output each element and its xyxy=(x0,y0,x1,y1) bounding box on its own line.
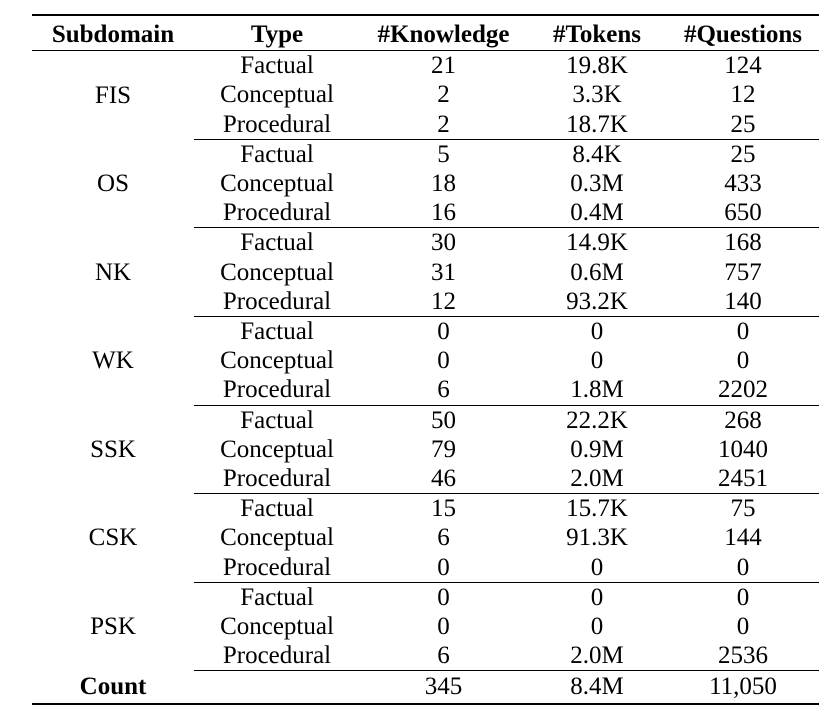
table-row xyxy=(32,405,819,435)
knowledge-cell: 0 xyxy=(437,318,450,346)
table-header xyxy=(32,15,819,51)
header-subdomain: Subdomain xyxy=(32,15,194,51)
tokens-cell: 18.7K xyxy=(527,110,667,140)
tokens-cell: 14.9K xyxy=(566,229,628,257)
tokens-cell: 0.4M xyxy=(527,198,667,228)
type-cell: Conceptual xyxy=(220,435,334,463)
knowledge-cell: 79 xyxy=(431,435,456,463)
type-cell: Procedural xyxy=(194,110,360,140)
count-questions-cell: 11,050 xyxy=(667,671,819,704)
tokens-cell: 91.3K xyxy=(566,524,628,552)
knowledge-cell: 12 xyxy=(360,287,527,317)
type-cell: Factual xyxy=(240,495,314,523)
questions-cell: 0 xyxy=(736,318,750,346)
knowledge-cell: 18 xyxy=(431,170,456,198)
type-cell: Conceptual xyxy=(220,170,334,198)
tokens-cell: 0.3M xyxy=(570,170,624,198)
tokens-cell: 0.9M xyxy=(570,435,624,463)
questions-cell: 140 xyxy=(667,287,819,317)
subdomain-cell: SSK xyxy=(90,435,136,463)
table-row xyxy=(32,139,819,169)
table-row xyxy=(32,317,819,347)
type-cell: Procedural xyxy=(194,553,360,583)
knowledge-cell: 16 xyxy=(360,198,527,228)
questions-cell: 2451 xyxy=(667,464,819,494)
type-cell: Factual xyxy=(240,406,314,434)
table-row xyxy=(32,582,819,612)
questions-cell: 0 xyxy=(736,613,750,641)
tokens-cell: 0 xyxy=(590,318,604,346)
type-cell: Conceptual xyxy=(220,258,334,286)
knowledge-cell: 0 xyxy=(437,613,450,641)
table-body xyxy=(32,51,819,704)
type-cell: Procedural xyxy=(194,641,360,671)
questions-cell: 2536 xyxy=(667,641,819,671)
tokens-cell: 0.6M xyxy=(570,258,624,286)
type-cell: Procedural xyxy=(194,198,360,228)
count-row xyxy=(32,671,819,704)
questions-cell: 12 xyxy=(730,81,756,109)
type-cell: Factual xyxy=(240,140,314,168)
header-knowledge: #Knowledge xyxy=(360,15,527,51)
knowledge-cell: 6 xyxy=(437,524,450,552)
questions-cell: 433 xyxy=(724,170,762,198)
subdomain-cell: PSK xyxy=(90,613,136,641)
knowledge-cell: 30 xyxy=(431,229,456,257)
questions-cell: 124 xyxy=(724,52,762,80)
header-type: Type xyxy=(194,15,360,51)
questions-cell: 650 xyxy=(667,198,819,228)
tokens-cell: 0 xyxy=(590,613,604,641)
knowledge-cell: 6 xyxy=(360,641,527,671)
header-row xyxy=(32,15,819,51)
tokens-cell: 1.8M xyxy=(527,375,667,405)
knowledge-cell: 15 xyxy=(431,495,456,523)
type-cell: Conceptual xyxy=(220,524,334,552)
subdomain-cell: WK xyxy=(92,347,134,375)
type-cell: Procedural xyxy=(194,287,360,317)
type-cell: Factual xyxy=(240,52,314,80)
count-label: Count xyxy=(32,671,194,704)
tokens-cell: 0 xyxy=(590,583,604,611)
questions-cell: 168 xyxy=(724,229,762,257)
questions-cell: 2202 xyxy=(667,375,819,405)
table-row xyxy=(32,228,819,258)
subdomain-cell: CSK xyxy=(88,524,138,552)
questions-cell: 268 xyxy=(724,406,762,434)
header-tokens: #Tokens xyxy=(527,15,667,51)
statistics-table xyxy=(32,14,819,705)
table-row xyxy=(32,51,819,81)
questions-cell: 1040 xyxy=(718,435,768,463)
questions-cell: 0 xyxy=(667,553,819,583)
tokens-cell: 22.2K xyxy=(566,406,628,434)
count-knowledge-cell: 345 xyxy=(360,671,527,704)
statistics-table-container xyxy=(32,14,819,705)
type-cell: Factual xyxy=(240,229,314,257)
tokens-cell: 0 xyxy=(590,347,604,375)
subdomain-cell: OS xyxy=(97,170,129,198)
type-cell: Procedural xyxy=(194,375,360,405)
questions-cell: 75 xyxy=(730,495,756,523)
header-questions: #Questions xyxy=(667,15,819,51)
knowledge-cell: 46 xyxy=(360,464,527,494)
tokens-cell: 15.7K xyxy=(566,495,628,523)
tokens-cell: 93.2K xyxy=(527,287,667,317)
type-cell: Conceptual xyxy=(220,613,334,641)
questions-cell: 25 xyxy=(667,110,819,140)
subdomain-cell: FIS xyxy=(94,81,132,109)
subdomain-cell: NK xyxy=(94,258,132,286)
knowledge-cell: 0 xyxy=(360,553,527,583)
type-cell: Factual xyxy=(240,583,314,611)
type-cell: Factual xyxy=(240,318,314,346)
questions-cell: 0 xyxy=(736,347,750,375)
type-cell: Conceptual xyxy=(220,81,334,109)
tokens-cell: 8.4K xyxy=(572,140,622,168)
table-row xyxy=(32,494,819,524)
knowledge-cell: 0 xyxy=(437,347,450,375)
knowledge-cell: 2 xyxy=(437,81,450,109)
tokens-cell: 2.0M xyxy=(527,641,667,671)
count-tokens-cell: 8.4M xyxy=(527,671,667,704)
type-cell: Procedural xyxy=(194,464,360,494)
questions-cell: 757 xyxy=(724,258,762,286)
knowledge-cell: 2 xyxy=(360,110,527,140)
count-type-cell xyxy=(194,671,360,704)
knowledge-cell: 6 xyxy=(360,375,527,405)
questions-cell: 144 xyxy=(724,524,762,552)
knowledge-cell: 0 xyxy=(437,583,450,611)
questions-cell: 0 xyxy=(736,583,750,611)
knowledge-cell: 31 xyxy=(431,258,456,286)
tokens-cell: 2.0M xyxy=(527,464,667,494)
knowledge-cell: 21 xyxy=(431,52,456,80)
type-cell: Conceptual xyxy=(220,347,334,375)
tokens-cell: 0 xyxy=(527,553,667,583)
questions-cell: 25 xyxy=(730,140,756,168)
knowledge-cell: 50 xyxy=(431,406,456,434)
tokens-cell: 19.8K xyxy=(566,52,628,80)
knowledge-cell: 5 xyxy=(437,140,450,168)
tokens-cell: 3.3K xyxy=(572,81,622,109)
